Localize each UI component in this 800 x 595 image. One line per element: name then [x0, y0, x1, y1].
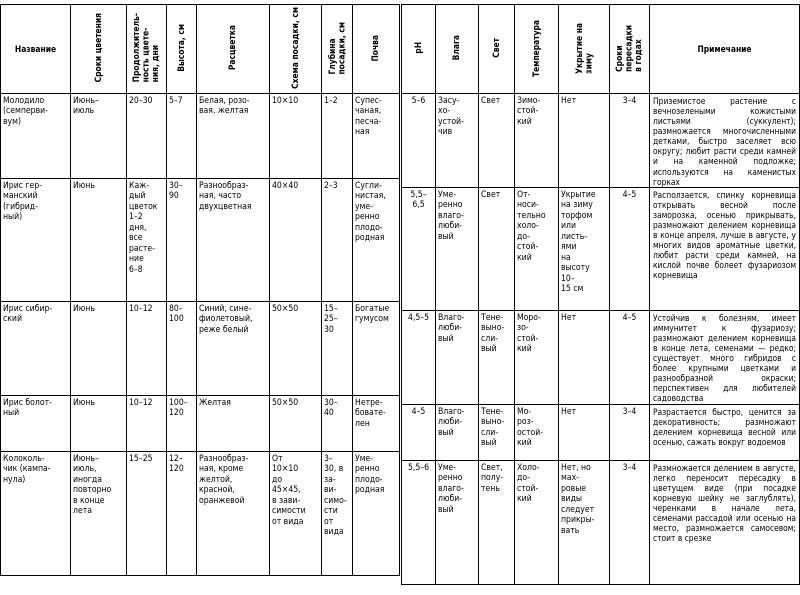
cell-soil [353, 179, 400, 302]
col-header-light-text: Свет [490, 38, 501, 58]
cell-name [1, 452, 71, 576]
col-header-color [197, 5, 270, 94]
cell-ph-text: 5–6 [411, 96, 426, 106]
cell-duration [127, 94, 167, 179]
cell-replant-text: 3–4 [622, 406, 637, 417]
cell-duration-text: 10–12 [129, 398, 153, 408]
cell-color [197, 396, 270, 452]
cell-moisture [436, 404, 479, 460]
cell-soil [353, 94, 400, 179]
cell-temperature [515, 460, 559, 584]
col-header-light [479, 5, 515, 94]
cell-scheme [270, 452, 322, 576]
cell-ph-text: 5,5–6 [407, 462, 430, 473]
cell-temperature [515, 187, 559, 310]
cell-bloom-time [71, 396, 127, 452]
col-header-bloom-time [71, 5, 127, 94]
cell-ph [402, 187, 436, 310]
cell-bloom-time-text: Июнь [73, 304, 95, 314]
cell-note [650, 460, 800, 584]
cell-depth-text: 30– 40 [324, 398, 338, 419]
cell-duration [127, 452, 167, 576]
cell-temperature-text: Моро- зо- стой- кий [517, 312, 541, 355]
cell-height-text: 12– 120 [169, 454, 184, 475]
cell-moisture-text: Засу- хо- устой- чив [438, 96, 464, 138]
cell-duration [127, 302, 167, 396]
table-row [1, 302, 400, 396]
cell-temperature-text: Зимо- стой- кий [517, 96, 541, 127]
cell-temperature-text: Холо- до- стой- кий [517, 462, 540, 505]
cell-depth [322, 302, 353, 396]
col-header-depth [322, 5, 353, 94]
col-header-duration [127, 5, 167, 94]
cell-winter-cover [559, 187, 610, 310]
cell-name [1, 179, 71, 302]
cell-temperature-text: Мо- роз- остой- кий [517, 406, 544, 449]
cell-winter-cover-text: Нет, но мах- ровые виды следует прикры- вать [561, 462, 595, 536]
cell-name-text: Ирис гер- манский (гибрид- ный) [3, 181, 42, 223]
col-header-temperature [515, 5, 559, 94]
col-header-height [167, 5, 197, 94]
cell-soil [353, 452, 400, 576]
cell-bloom-time-text: Июнь– июль, иногда повторно в конце лета [73, 454, 112, 517]
cell-soil-text: Сугли- нистая, уме- ренно плодо- родная [355, 181, 386, 244]
table-row [402, 310, 800, 404]
col-header-winter-cover-text: Укрытие на зиму [573, 22, 593, 74]
cell-soil-text: Нетре- бовате- лен [355, 398, 386, 429]
cell-depth [322, 396, 353, 452]
cell-scheme-text: 40×40 [272, 181, 299, 191]
col-header-ph-text: pH [412, 42, 423, 54]
cell-duration-text: 10–12 [129, 304, 153, 314]
col-header-note [650, 5, 800, 94]
cell-name-text: Ирис болот- ный [3, 398, 52, 419]
cell-ph [402, 94, 436, 188]
cell-depth-text: 15– 25– 30 [324, 304, 338, 335]
cell-ph [402, 310, 436, 404]
cell-moisture [436, 94, 479, 188]
cell-bloom-time [71, 179, 127, 302]
col-header-moisture [436, 5, 479, 94]
cell-soil [353, 396, 400, 452]
cell-light [479, 404, 515, 460]
cell-height-text: 80– 100 [169, 304, 184, 325]
cell-note-text: Устойчив к болезням, имеет иммунитет к фузариозу; размножают делением корневища в конце лета, семенами — редко; существует много гибридов с более крупными цветками и разнообразной окраски; перспективен для любителей садоводства [653, 312, 796, 404]
plant-table-left [0, 4, 400, 576]
col-header-name-text: Название [14, 44, 57, 54]
cell-note [650, 404, 800, 460]
col-header-bloom-time-text: Сроки цветения [92, 13, 103, 83]
cell-depth [322, 452, 353, 576]
cell-height [167, 179, 197, 302]
cell-replant [610, 460, 650, 584]
cell-depth [322, 179, 353, 302]
cell-color [197, 452, 270, 576]
cell-temperature [515, 94, 559, 188]
cell-depth-text: 3– 30, в за- ви- симо- сти от вида [324, 454, 347, 538]
cell-replant-text: 3–4 [622, 96, 637, 106]
cell-scheme-text: От 10×10 до 45×45, в зави- симости от вида [272, 454, 306, 527]
col-header-color-text: Расцветка [227, 25, 238, 71]
cell-replant-text: 3–4 [622, 462, 637, 473]
cell-light [479, 460, 515, 584]
cell-duration-text: 20–30 [129, 96, 153, 106]
col-header-moisture-text: Влага [451, 35, 462, 61]
cell-note [650, 187, 800, 310]
cell-winter-cover [559, 310, 610, 404]
cell-scheme [270, 94, 322, 179]
cell-moisture [436, 460, 479, 584]
cell-scheme [270, 302, 322, 396]
cell-temperature [515, 310, 559, 404]
cell-ph-text: 4,5–5 [407, 312, 430, 323]
header-row-left [1, 5, 400, 94]
cell-depth-text: 2–3 [324, 181, 338, 191]
cell-moisture-text: Уме- ренно влаго- люби- вый [438, 462, 464, 515]
table-row [1, 94, 400, 179]
cell-winter-cover-text: Укрытие на зиму торфом или листь- ями на высоту 10– 15 см [561, 189, 596, 295]
cell-duration [127, 396, 167, 452]
cell-soil [353, 302, 400, 396]
col-header-ph [402, 5, 436, 94]
cell-temperature-text: От- носи- тельно холо- до- стой- кий [517, 189, 546, 263]
cell-scheme [270, 396, 322, 452]
cell-replant [610, 187, 650, 310]
cell-note-text: Расползается, спинку корневища открывать весной после заморозка, осенью прикрывать, размножают делением корневища в конце апреля, лучше в августе, у многих видов ароматные цветки, любит расти среди камней, на кислой почве болеет фузариозом корневища [653, 189, 796, 281]
cell-moisture [436, 310, 479, 404]
cell-winter-cover [559, 460, 610, 584]
cell-moisture-text: Влаго- люби- вый [438, 406, 465, 438]
col-header-name [1, 5, 71, 94]
col-header-soil-text: Почва [370, 34, 381, 62]
cell-height [167, 94, 197, 179]
cell-bloom-time [71, 452, 127, 576]
table-row [1, 179, 400, 302]
cell-ph [402, 460, 436, 584]
col-header-height-text: Высота, см [175, 24, 186, 72]
cell-soil-text: Уме- ренно плодо- родная [355, 454, 385, 496]
cell-soil-text: Богатые гумусом [355, 304, 390, 325]
cell-depth [322, 94, 353, 179]
table-row [402, 404, 800, 460]
header-row-right [402, 5, 800, 94]
col-header-temperature-text: Температура [530, 19, 541, 77]
cell-color-text: Синий, сине- фиолетовый, реже белый [199, 304, 253, 335]
cell-winter-cover-text: Нет [561, 406, 577, 417]
cell-height [167, 396, 197, 452]
cell-light [479, 94, 515, 188]
cell-moisture-text: Уме- ренно влаго- люби- вый [438, 189, 464, 242]
col-header-scheme [270, 5, 322, 94]
cell-ph-text: 5,5– 6,5 [410, 189, 427, 211]
cell-name [1, 94, 71, 179]
cell-color [197, 179, 270, 302]
col-header-duration-text: Продолжитель- ность цвете- ния, дни [131, 13, 161, 83]
cell-ph-text: 4–5 [411, 406, 426, 417]
col-header-soil [353, 5, 400, 94]
cell-duration [127, 179, 167, 302]
cell-ph [402, 404, 436, 460]
cell-light [479, 310, 515, 404]
cell-color-text: Разнообраз- ная, часто двухцветная [199, 181, 252, 212]
table-row [402, 94, 800, 188]
cell-color [197, 302, 270, 396]
cell-winter-cover-text: Нет [561, 312, 577, 323]
cell-height-text: 30– 90 [169, 181, 183, 202]
cell-bloom-time-text: Июнь [73, 181, 95, 191]
cell-bloom-time [71, 302, 127, 396]
cell-replant [610, 310, 650, 404]
cell-scheme [270, 179, 322, 302]
cell-light [479, 187, 515, 310]
cell-bloom-time [71, 94, 127, 179]
col-header-winter-cover [559, 5, 610, 94]
cell-duration-text: 15–25 [129, 454, 153, 464]
cell-replant-text: 4–5 [622, 312, 637, 323]
cell-light-text: Тене- выно- сли- вый [481, 312, 505, 355]
col-header-replant-text: Сроки пересадки в годах [614, 24, 644, 72]
col-header-depth-text: Глубина посадки, см [326, 21, 346, 75]
cell-scheme-text: 50×50 [272, 304, 299, 314]
table-row [402, 460, 800, 584]
cell-height-text: 5–7 [169, 96, 183, 106]
cell-soil-text: Супес- чаная, песча- ная [355, 96, 382, 138]
cell-color-text: Желтая [199, 398, 231, 408]
cell-note [650, 94, 800, 188]
cell-height [167, 302, 197, 396]
cell-bloom-time-text: Июнь– июль [73, 96, 99, 117]
cell-light-text: Свет [481, 96, 501, 106]
cell-winter-cover-text: Нет [561, 96, 577, 106]
cell-light-text: Свет [481, 189, 501, 200]
table-row [1, 396, 400, 452]
cell-replant [610, 94, 650, 188]
cell-color-text: Белая, розо- вая, желтая [199, 96, 250, 117]
cell-moisture-text: Влаго- люби- вый [438, 312, 465, 344]
col-header-note-text: Примечание [697, 44, 752, 54]
cell-note [650, 310, 800, 404]
table-row [402, 187, 800, 310]
cell-moisture [436, 187, 479, 310]
cell-winter-cover [559, 404, 610, 460]
cell-height-text: 100– 120 [169, 398, 188, 419]
cell-note-text: Приземистое растение с вечнозелеными кожистыми листьями (суккулент); размножается многочисленными детками, быстро заселяет всю округу; любит расти среди камней и на каменной подложке; используются на каменистых горках [653, 96, 796, 187]
cell-note-text: Размножается делением в августе, легко переносит пересадку в цветущем виде (при посадке корневую шейку не заглублять), черенками в начале лета, семенами рассадой или осенью на место, размножается самосевом; стоит в срезке [653, 462, 796, 544]
cell-light-text: Свет, полу- тень [481, 462, 504, 494]
cell-note-text: Разрастается быстро, ценится за декоративность; размножают делением корневища весной или осенью, сажать вокруг водоемов [653, 406, 796, 447]
col-header-replant [610, 5, 650, 94]
cell-name [1, 396, 71, 452]
cell-name-text: Молодило (семперви- вум) [3, 96, 48, 127]
cell-depth-text: 1–2 [324, 96, 338, 106]
cell-name-text: Ирис сибир- ский [3, 304, 53, 325]
cell-color [197, 94, 270, 179]
cell-bloom-time-text: Июнь [73, 398, 95, 408]
table-row [1, 452, 400, 576]
col-header-scheme-text: Схема посадки, см [289, 7, 300, 89]
cell-scheme-text: 10×10 [272, 96, 299, 106]
cell-scheme-text: 50×50 [272, 398, 299, 408]
cell-winter-cover [559, 94, 610, 188]
cell-name-text: Колоколь- чик (кампа- нула) [3, 454, 51, 485]
cell-light-text: Тене- выно- сли- вый [481, 406, 505, 449]
cell-replant [610, 404, 650, 460]
cell-replant-text: 4–5 [622, 189, 637, 200]
cell-color-text: Разнообраз- ная, кроме желтой, красной, оранжевой [199, 454, 249, 506]
cell-temperature [515, 404, 559, 460]
cell-duration-text: Каж- дый цветок 1–2 дня, все расте- ние 6–8 [129, 181, 158, 275]
cell-height [167, 452, 197, 576]
cell-name [1, 302, 71, 396]
plant-table-right [401, 4, 800, 585]
